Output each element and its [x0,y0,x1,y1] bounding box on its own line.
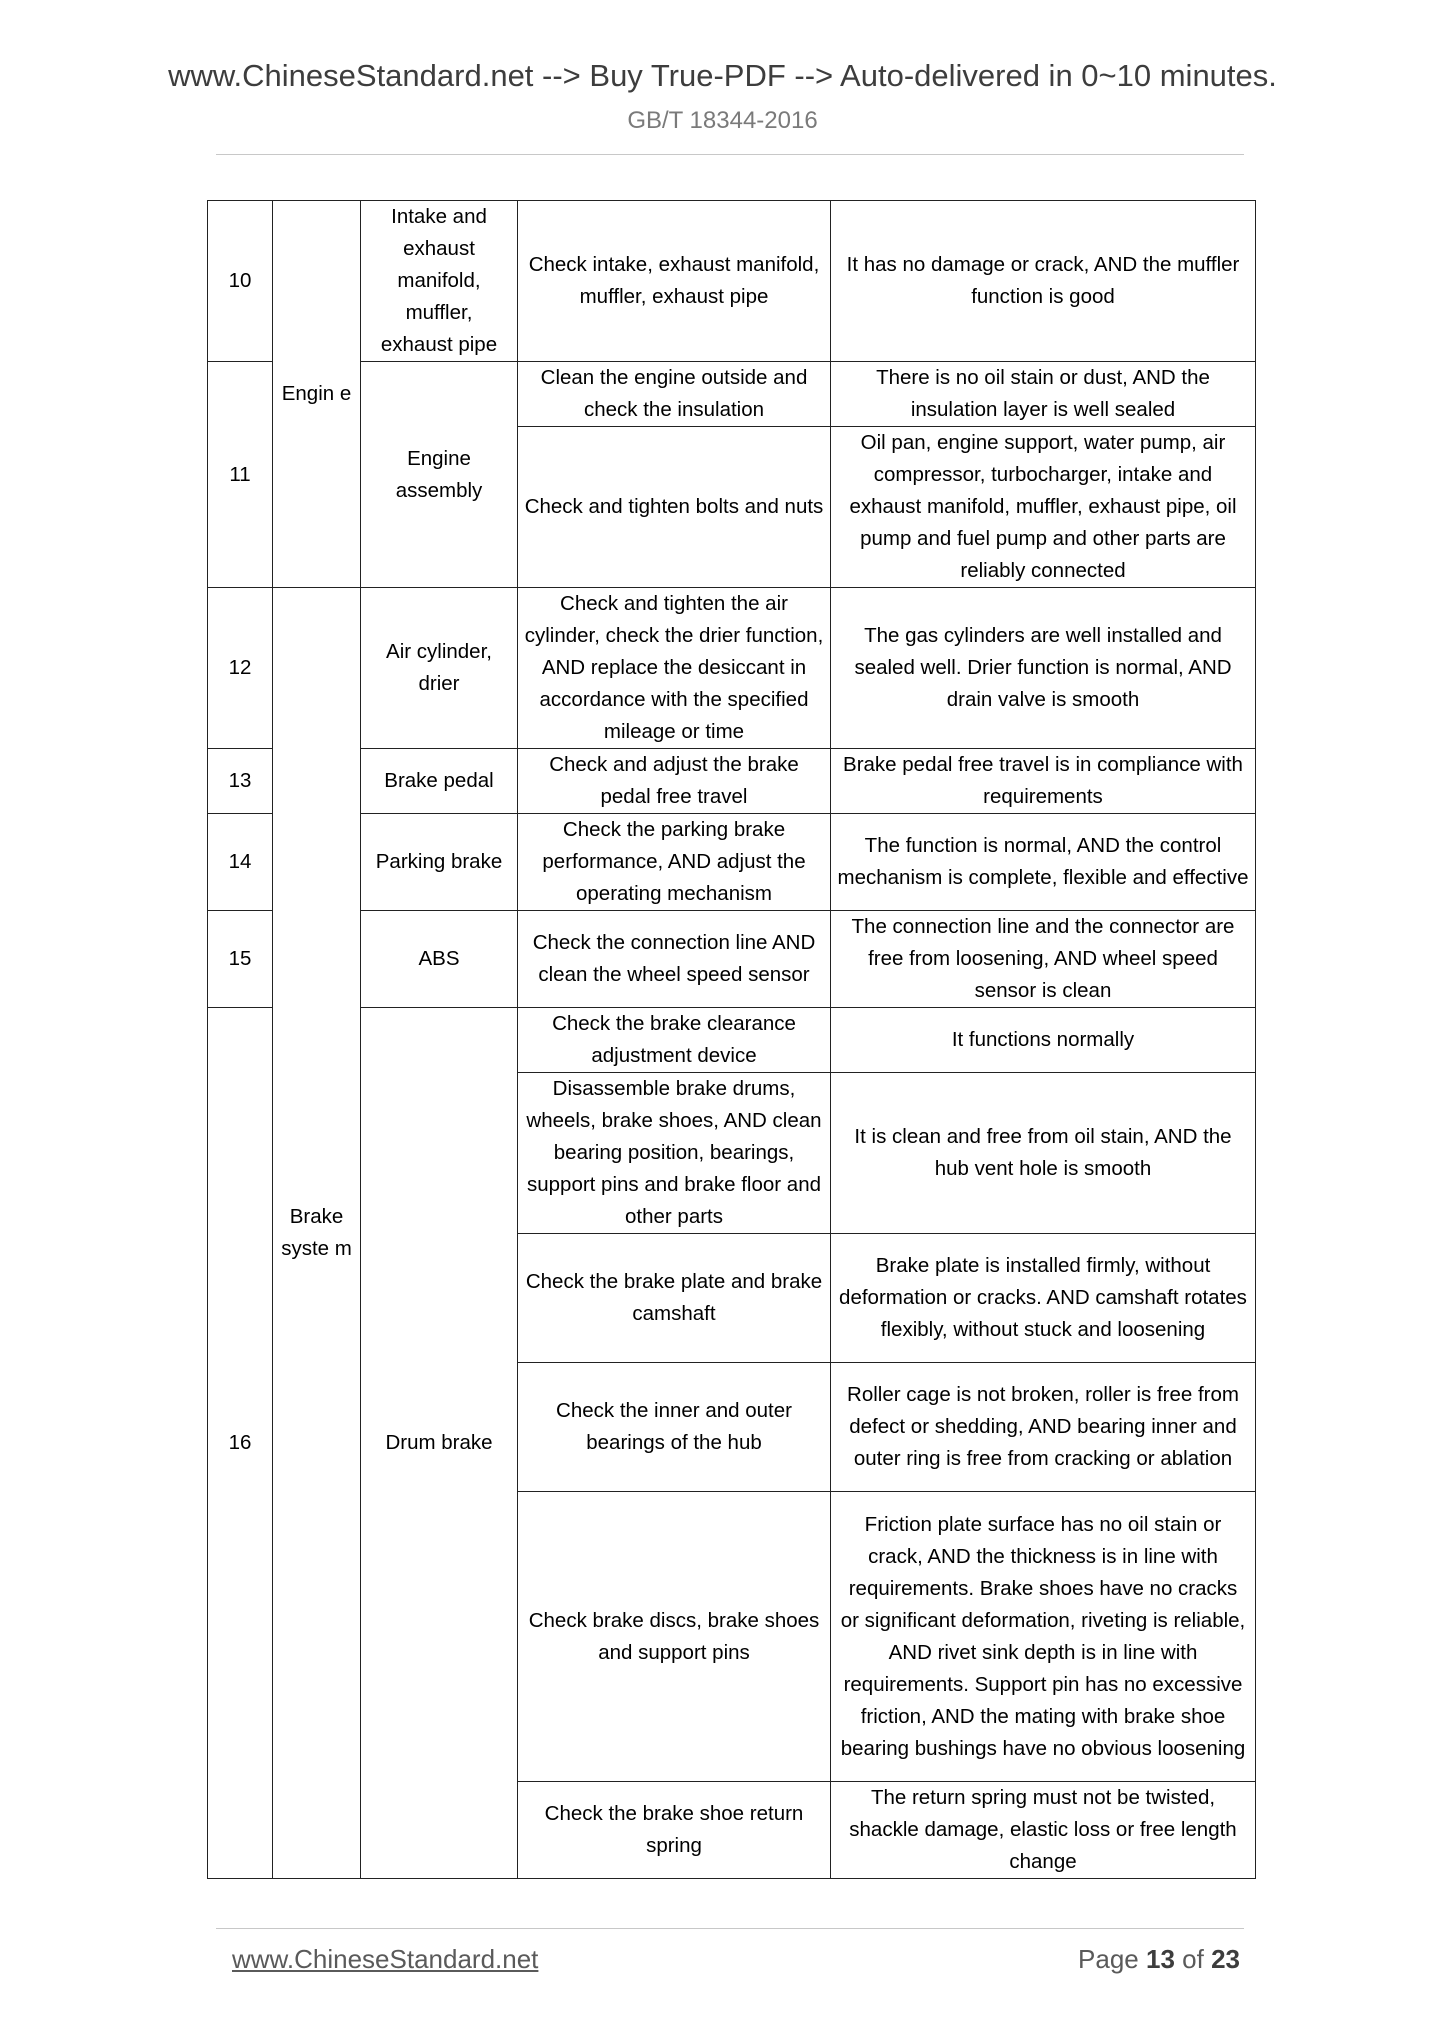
content-cell: Check the brake clearance adjustment device [518,1008,831,1073]
page-prefix: Page [1078,1944,1139,1974]
table-row [208,911,1256,1008]
table-row [208,362,1256,427]
item-cell: Engine assembly [361,362,518,588]
content-cell: Check and adjust the brake pedal free travel [518,749,831,814]
requirement-cell: It is clean and free from oil stain, AND the hub vent hole is smooth [831,1073,1256,1234]
row-number: 14 [208,814,273,911]
table-row [208,749,1256,814]
content-cell: Clean the engine outside and check the insulation [518,362,831,427]
item-cell: Brake pedal [361,749,518,814]
requirement-cell: It functions normally [831,1008,1256,1073]
header-divider [216,154,1244,155]
requirement-cell: It has no damage or crack, AND the muffler function is good [831,201,1256,362]
row-number: 15 [208,911,273,1008]
row-number: 12 [208,588,273,749]
footer-site-link[interactable]: www.ChineseStandard.net [232,1944,539,1974]
page-total: 23 [1211,1944,1240,1974]
requirement-cell: Brake plate is installed firmly, without deformation or cracks. AND camshaft rotates flexibly, without stuck and loosening [831,1234,1256,1363]
content-cell: Check the inner and outer bearings of the hub [518,1363,831,1492]
requirement-cell: The gas cylinders are well installed and sealed well. Drier function is normal, AND drain valve is smooth [831,588,1256,749]
content-cell: Check the brake plate and brake camshaft [518,1234,831,1363]
page-of: of [1182,1944,1204,1974]
item-cell: Drum brake [361,1008,518,1879]
row-number: 11 [208,362,273,588]
standard-number: GB/T 18344-2016 [627,107,818,134]
requirement-cell: Brake pedal free travel is in compliance with requirements [831,749,1256,814]
table-row [208,1008,1256,1073]
content-cell: Check intake, exhaust manifold, muffler, exhaust pipe [518,201,831,362]
content-cell: Disassemble brake drums, wheels, brake shoes, AND clean bearing position, bearings, support pins and brake floor and other parts [518,1073,831,1234]
maintenance-table [207,200,1256,1879]
requirement-cell: The connection line and the connector are free from loosening, AND wheel speed sensor is clean [831,911,1256,1008]
page-indicator [1078,1944,1240,1975]
requirement-cell: Roller cage is not broken, roller is free from defect or shedding, AND bearing inner and outer ring is free from cracking or ablation [831,1363,1256,1492]
group-engine: Engin e [273,201,361,588]
table-row [208,588,1256,749]
item-cell: Parking brake [361,814,518,911]
row-number: 13 [208,749,273,814]
content-cell: Check brake discs, brake shoes and support pins [518,1492,831,1782]
requirement-cell: Oil pan, engine support, water pump, air compressor, turbocharger, intake and exhaust manifold, muffler, exhaust pipe, oil pump and fuel pump and other parts are reliably connected [831,427,1256,588]
content-cell: Check the parking brake performance, AND adjust the operating mechanism [518,814,831,911]
item-cell: Intake and exhaust manifold, muffler, exhaust pipe [361,201,518,362]
group-brake-system: Brake syste m [273,588,361,1879]
page-current: 13 [1146,1944,1175,1974]
header-title: www.ChineseStandard.net --> Buy True-PDF --> Auto-delivered in 0~10 minutes. [168,58,1277,93]
requirement-cell: There is no oil stain or dust, AND the insulation layer is well sealed [831,362,1256,427]
footer-divider [216,1928,1244,1929]
row-number: 10 [208,201,273,362]
requirement-cell: The return spring must not be twisted, shackle damage, elastic loss or free length change [831,1782,1256,1879]
item-cell: Air cylinder, drier [361,588,518,749]
item-cell: ABS [361,911,518,1008]
content-cell: Check and tighten the air cylinder, check the drier function, AND replace the desiccant in accordance with the specified mileage or time [518,588,831,749]
table-row [208,814,1256,911]
requirement-cell: Friction plate surface has no oil stain or crack, AND the thickness is in line with requirements. Brake shoes have no cracks or significant deformation, riveting is reliable, AND rivet sink depth is in line with requirements. Support pin has no excessive friction, AND the mating with brake shoe bearing bushings have no obvious loosening [831,1492,1256,1782]
content-cell: Check the brake shoe return spring [518,1782,831,1879]
content-cell: Check and tighten bolts and nuts [518,427,831,588]
row-number: 16 [208,1008,273,1879]
table-row [208,201,1256,362]
content-cell: Check the connection line AND clean the wheel speed sensor [518,911,831,1008]
requirement-cell: The function is normal, AND the control mechanism is complete, flexible and effective [831,814,1256,911]
